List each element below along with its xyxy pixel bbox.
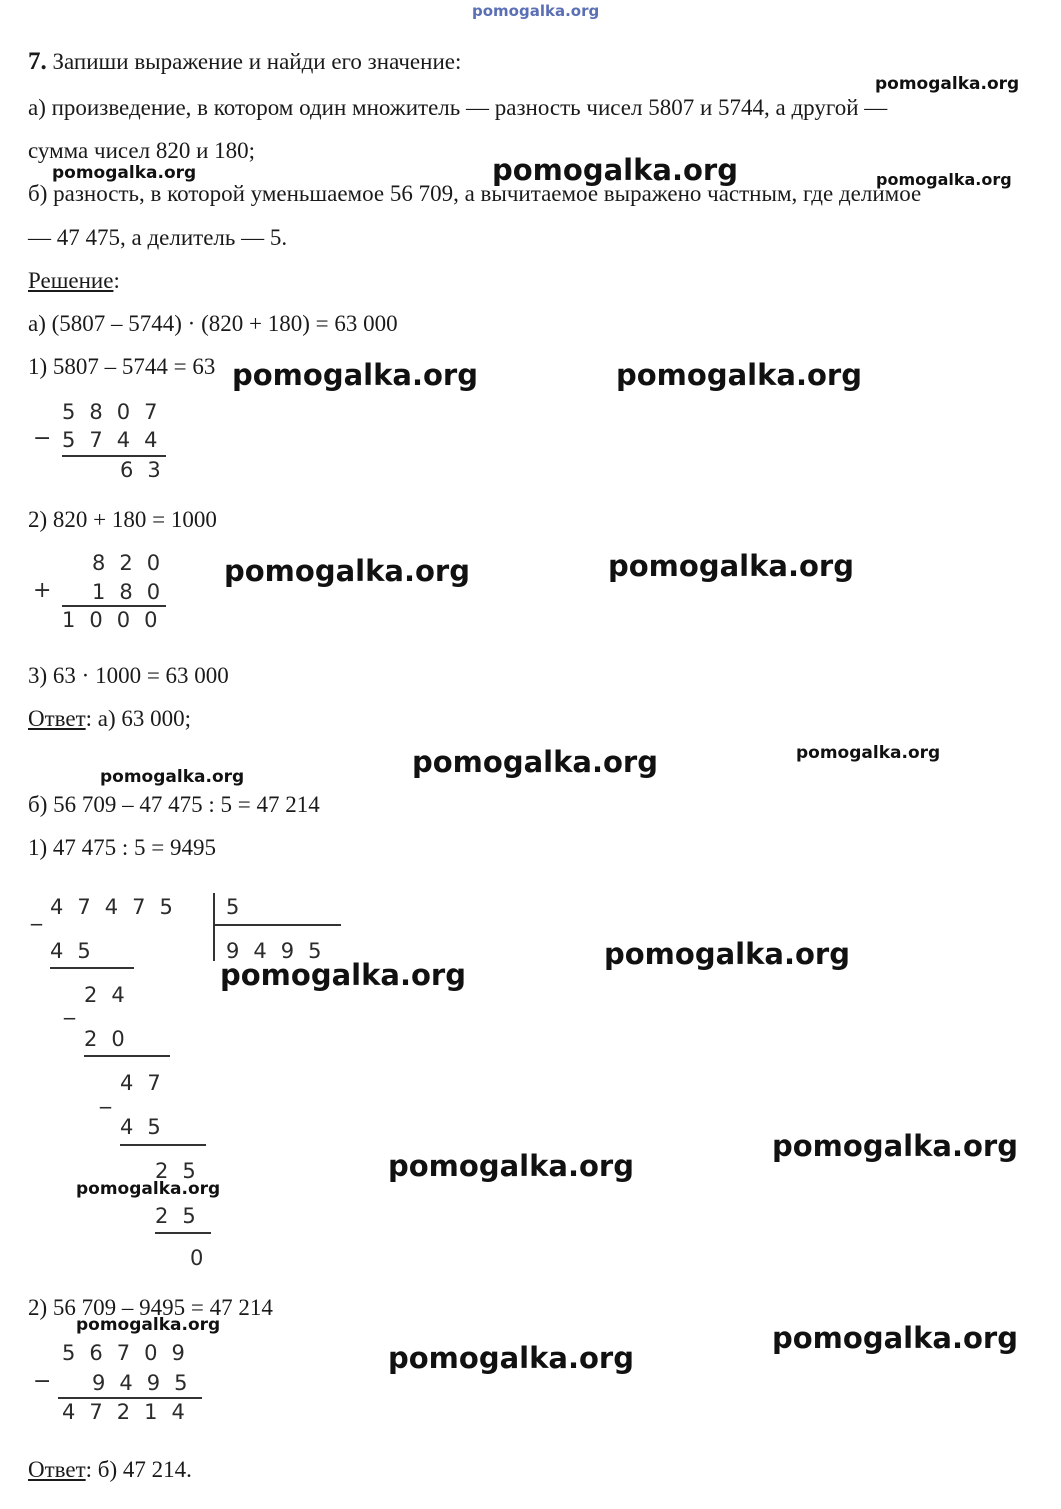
div-vertical-bar xyxy=(213,893,215,961)
col-b-line xyxy=(62,605,166,607)
answer-a xyxy=(28,707,191,730)
watermark: pomogalka.org xyxy=(616,358,862,392)
answer-b-value: : б) 47 214. xyxy=(85,1457,192,1482)
answer-a-label: Ответ xyxy=(28,706,86,731)
task-number: 7. xyxy=(28,48,47,75)
task-header xyxy=(28,49,461,74)
watermark: pomogalka.org xyxy=(76,1179,221,1199)
col-b-result: 1000 xyxy=(62,608,172,632)
part-a-step2: 2) 820 + 180 = 1000 xyxy=(28,507,217,532)
watermark: pomogalka.org xyxy=(608,549,854,583)
col-b-top: 820 xyxy=(92,551,175,575)
div-row-8: 0 xyxy=(190,1246,218,1270)
task-part-b-line2: — 47 475, а делитель — 5. xyxy=(28,225,288,250)
watermark: pomogalka.org xyxy=(876,170,1012,189)
task-part-b-line1: б) разность, в которой уменьшаемое 56 709, а вычитаемое выражено частным, где делимое xyxy=(28,181,922,206)
task-part-a-line2: сумма чисел 820 и 180; xyxy=(28,138,256,163)
div-divisor: 5 xyxy=(226,895,254,919)
col-a-result: 63 xyxy=(120,458,175,482)
div-minus-2: _ xyxy=(64,995,75,1020)
div-divisor-line xyxy=(213,924,341,926)
watermark: pomogalka.org xyxy=(492,153,738,187)
col-a-top: 5807 xyxy=(62,400,172,424)
watermark: pomogalka.org xyxy=(232,358,478,392)
task-title: Запиши выражение и найди его значение: xyxy=(52,49,462,74)
div-row-5: 45 xyxy=(120,1115,175,1139)
div-line-4 xyxy=(155,1232,211,1234)
watermark: pomogalka.org xyxy=(224,554,470,588)
div-row-1: 45 xyxy=(50,939,105,963)
answer-b xyxy=(28,1458,192,1481)
div-line-2 xyxy=(84,1055,170,1057)
div-quotient: 9495 xyxy=(226,939,336,963)
div-row-2: 24 xyxy=(84,983,139,1007)
watermark: pomogalka.org xyxy=(772,1129,1018,1163)
watermark: pomogalka.org xyxy=(388,1341,634,1375)
div-row-3: 20 xyxy=(84,1027,139,1051)
col-c-top: 56709 xyxy=(62,1341,199,1365)
part-b-step1: 1) 47 475 : 5 = 9495 xyxy=(28,835,217,860)
div-line-3 xyxy=(120,1144,206,1146)
div-row-6: 25 xyxy=(155,1159,210,1183)
col-c-result: 47214 xyxy=(62,1400,199,1424)
div-row-7: 25 xyxy=(155,1204,210,1228)
watermark: pomogalka.org xyxy=(52,163,197,183)
col-c-line xyxy=(58,1397,202,1399)
col-a-bottom: 5744 xyxy=(62,428,172,452)
col-a-minus-sign: − xyxy=(33,426,52,451)
solution-heading-label: Решение xyxy=(28,268,114,293)
watermark: pomogalka.org xyxy=(100,767,245,787)
col-b-bottom: 180 xyxy=(92,580,175,604)
part-b-expression: б) 56 709 – 47 475 : 5 = 47 214 xyxy=(28,792,320,817)
watermark: pomogalka.org xyxy=(76,1315,221,1335)
col-a-line xyxy=(62,455,166,457)
col-b-plus-sign: + xyxy=(33,578,52,603)
watermark: pomogalka.org xyxy=(220,958,466,992)
div-row-4: 47 xyxy=(120,1071,175,1095)
div-dividend: 47475 xyxy=(50,895,187,919)
answer-b-label: Ответ xyxy=(28,1457,86,1482)
part-b-step2: 2) 56 709 – 9495 = 47 214 xyxy=(28,1295,273,1320)
top-watermark: pomogalka.org xyxy=(472,2,600,20)
solution-heading-colon: : xyxy=(113,268,120,293)
watermark: pomogalka.org xyxy=(388,1149,634,1183)
div-line-1 xyxy=(50,967,134,969)
watermark: pomogalka.org xyxy=(875,74,1020,94)
watermark: pomogalka.org xyxy=(796,743,941,763)
watermark: pomogalka.org xyxy=(604,937,850,971)
watermark: pomogalka.org xyxy=(412,745,658,779)
div-minus-3: _ xyxy=(100,1084,111,1109)
col-c-minus-sign: − xyxy=(33,1369,52,1394)
watermark: pomogalka.org xyxy=(772,1321,1018,1355)
col-c-bottom: 9495 xyxy=(92,1371,202,1395)
answer-a-value: : а) 63 000; xyxy=(85,706,192,731)
solution-heading xyxy=(28,269,120,292)
div-minus-1: _ xyxy=(31,901,42,926)
part-a-expression: а) (5807 – 5744) · (820 + 180) = 63 000 xyxy=(28,311,398,336)
part-a-step1: 1) 5807 – 5744 = 63 xyxy=(28,354,216,379)
task-part-a-line1: а) произведение, в котором один множитель — разность чисел 5807 и 5744, а другой — xyxy=(28,95,888,120)
part-a-step3: 3) 63 · 1000 = 63 000 xyxy=(28,663,229,688)
